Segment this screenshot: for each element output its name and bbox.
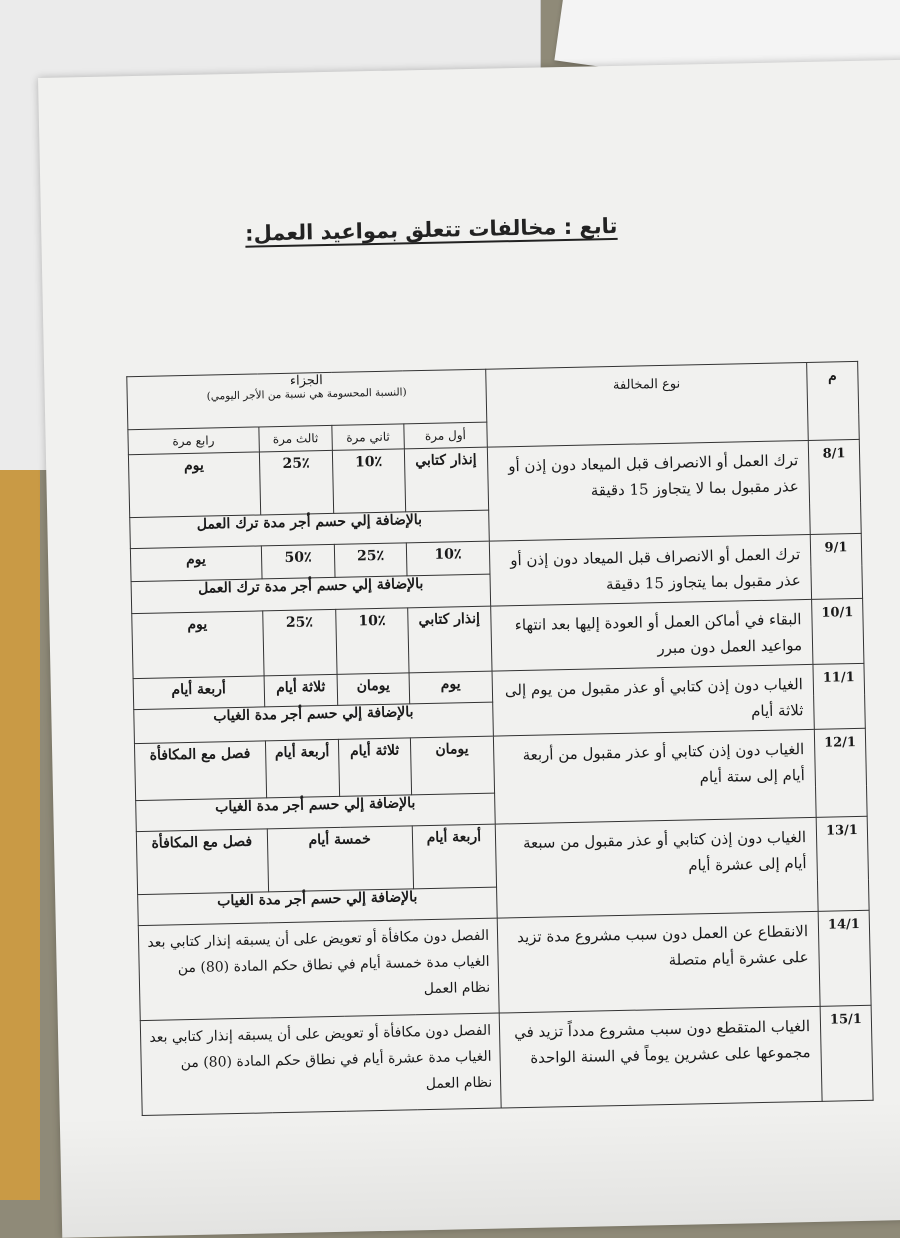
row-number: 13/1 [816,816,869,911]
penalty-3: 50٪ [261,544,335,578]
header-occurrence-1: أول مرة [403,422,487,449]
header-number: م [807,361,860,440]
header-occurrence-2: ثاني مرة [332,424,404,450]
penalty-2: 25٪ [335,543,407,577]
penalty-note: بالإضافة إلي حسم أجر مدة الغياب [134,703,494,744]
row-number: 9/1 [810,533,862,599]
row-number: 10/1 [812,598,864,664]
violation-type: ترك العمل أو الانصراف قبل الميعاد دون إذن أو عذر مقبول بما لا يتجاوز 15 دقيقة [487,440,810,541]
penalty-note: بالإضافة إلي حسم أجر مدة ترك العمل [131,574,491,614]
penalty-3: أربعة أيام [265,739,340,798]
penalty-1: يومان [410,736,495,795]
row-number: 14/1 [818,910,871,1006]
penalty-2-3: خمسة أيام [267,826,413,892]
penalty-2: 10٪ [336,608,409,674]
header-penalty-note: (النسبة المحسومة هي نسبة من الأجر اليومي) [206,386,407,403]
row-number: 8/1 [808,439,861,534]
violation-type: البقاء في أماكن العمل أو العودة إليها بعد انتهاء مواعيد العمل دون مبرر [491,599,813,671]
penalty-3: 25٪ [262,609,337,676]
penalty-text: الفصل دون مكافأة أو تعويض على أن يسبقه إنذار كتابي بعد الغياب مدة خمسة أيام في نطاق حكم المادة (80) من نظام العمل [138,918,499,1020]
penalty-2: 10٪ [333,449,406,513]
violation-type: الغياب المتقطع دون سبب مشروع مدداً تزيد في مجموعها على عشرين يوماً في السنة الواحدة [499,1006,822,1108]
penalty-1: 10٪ [406,541,490,575]
row-number: 15/1 [820,1005,873,1101]
violation-type: ترك العمل أو الانصراف قبل الميعاد دون إذن أو عذر مقبول بما يتجاوز 15 دقيقة [489,534,811,606]
penalty-2: يومان [337,673,409,706]
row-number: 11/1 [813,663,865,729]
penalty-4: فصل مع المكافأة [136,829,268,895]
row-number: 12/1 [814,728,867,817]
violation-type: الغياب دون إذن كتابي أو عذر مقبول من سبعة أيام إلى عشرة أيام [495,817,818,918]
penalty-1: أربعة أيام [412,824,497,889]
header-penalty [127,369,487,430]
penalty-note: بالإضافة إلي حسم أجر مدة الغياب [138,887,498,926]
penalty-3: ثلاثة أيام [264,674,338,707]
penalty-4: يوم [130,546,261,581]
penalty-note: بالإضافة إلي حسم أجر مدة ترك العمل [130,510,490,549]
header-penalty-label: الجزاء [289,373,323,389]
document-page [38,59,900,1238]
violation-type: الغياب دون إذن كتابي أو عذر مقبول من يوم إلى ثلاثة أيام [492,664,814,736]
page-shadow [60,1099,900,1238]
penalty-note: بالإضافة إلي حسم أجر مدة الغياب [136,793,496,832]
header-violation-type: نوع المخالفة [486,362,809,447]
background-desk [0,470,40,1200]
penalty-3: 25٪ [259,450,334,515]
violations-table [126,361,873,1116]
violation-type: الانقطاع عن العمل دون سبب مشروع مدة تزيد على عشرة أيام متصلة [497,911,820,1013]
penalty-4: يوم [128,452,260,518]
header-occurrence-3: ثالث مرة [258,425,332,452]
penalty-1: إنذار كتابي [404,447,489,512]
violation-type: الغياب دون إذن كتابي أو عذر مقبول من أربعة أيام إلى ستة أيام [493,729,816,824]
penalty-4: أربعة أيام [133,676,264,710]
header-occurrence-4: رابع مرة [128,427,259,455]
penalty-4: فصل مع المكافأة [134,741,266,801]
penalty-text: الفصل دون مكافأة أو تعويض على أن يسبقه إنذار كتابي بعد الغياب مدة عشرة أيام في نطاق حكم المادة (80) من نظام العمل [140,1013,501,1115]
penalty-1: يوم [409,671,493,704]
penalty-1: إنذار كتابي [407,606,492,673]
penalty-4: يوم [132,611,264,679]
page-title: تابع : مخالفات تتعلق بمواعيد العمل: [244,213,618,246]
penalty-2: ثلاثة أيام [339,738,412,796]
